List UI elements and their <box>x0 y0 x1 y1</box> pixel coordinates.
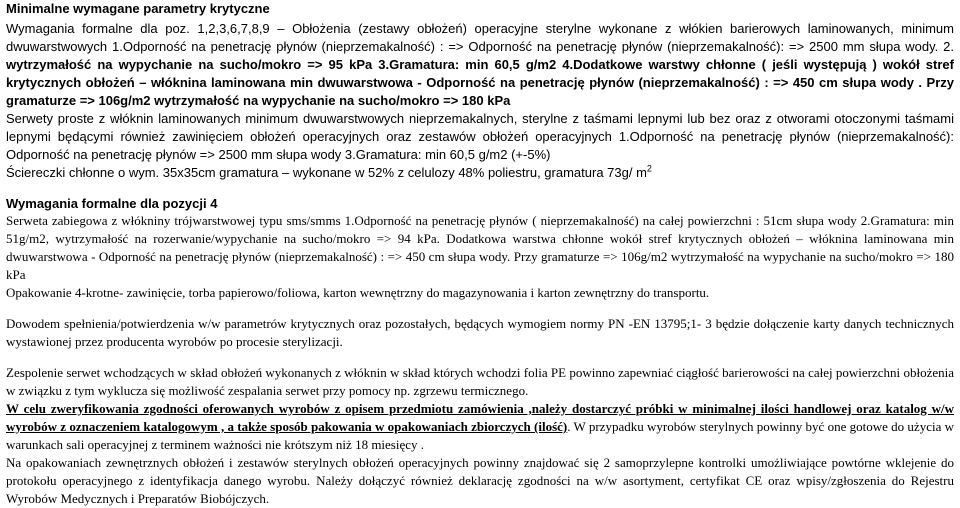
requirements-paragraph-2: Serwety proste z włóknin laminowanych minimum dwuwarstwowych nieprzemakalnych, sterylne z taśmami lepnymi lub bez oraz z otworami otoczonymi taśmami lepnymi będącymi również zawinięciem obłożeń operacyjnych oraz zestawów obłożeń operacyjnych 1.Odporność na penetrację płynów (nieprzemakalność): Odporność na penetrację płynów => 2500 mm słupa wody 3.Gramatura: min 60,5 g/m2 (+-5%) <box>6 111 954 162</box>
requirements-continuation: wytrzymałość na wypychanie na sucho/mokro => 95 kPa 3.Gramatura: min 60,5 g/m2 4.Dodatkowe warstwy chłonne ( jeśli występują ) wokół stref krytycznych obłożeń – włóknina laminowana min dwuwarstwowa - Odporność na penetrację płynów (nieprzemakalność) : => 450 cm słupa wody . Przy gramaturze => 106g/m2 wytrzymałość na wypychanie na sucho/mokro => 180 kPa <box>6 57 954 108</box>
section-positions-1-9 <box>6 20 954 182</box>
wipes-text: Ściereczki chłonne o wym. 35x35cm gramatura – wykonane w 52% z celulozy 48% poliestru, gramatura 73g/ m <box>6 165 647 180</box>
samples-paragraph <box>6 400 954 454</box>
position-4-paragraph-2: Opakowanie 4-krotne- zawinięcie, torba papierowo/foliowa, karton wewnętrzny do magazynowania i karton zewnętrzny do transportu. <box>6 285 710 300</box>
section-closing <box>6 364 954 508</box>
section-heading: Wymagania formalne dla pozycji 4 <box>6 196 218 211</box>
bonding-paragraph: Zespolenie serwet wchodzących w skład obłożeń wykonanych z włóknin w skład których wchodzi folia PE powinno zapewniać ciągłość barierowości na całej powierzchni obłożenia w związku z tym wyklucza się możliwość zespalania serwet przy pomocy np. zgrzewu termicznego. <box>6 365 954 398</box>
wipes-superscript: 2 <box>646 163 652 174</box>
labels-paragraph: Na opakowaniach zewnętrznych obłożeń i zestawów sterylnych obłożeń operacyjnych powinny znajdować się 2 samoprzylepne kontrolki umożliwiające powtórne wklejenie do protokołu operacyjnego z identyfikacja danego wyrobu. Należy dołączyć również deklarację zgodności na w/w asortyment, certyfikat CE oraz wpisy/zgłoszenia do Rejestru Wyrobów Medycznych i Preparatów Biobójczych. <box>6 455 954 506</box>
requirements-paragraph-1 <box>6 20 954 110</box>
requirements-intro: Wymagania formalne dla poz. 1,2,3,6,7,8,9 – Obłożenia (zestawy obłożeń) operacyjne sterylne wykonane z włókien barierowych laminowanych, minimum dwuwarstwowych 1.Odporność na penetrację płynów (nieprzemakalność) : => Odporność na penetrację płynów (nieprzemakalność): => 2500 mm słupa wody. 2. <box>6 21 954 54</box>
section-proof <box>6 315 954 351</box>
samples-requirement: W celu zweryfikowania zgodności oferowanych wyrobów z opisem przedmiotu zamówienia ,należy dostarczyć próbki w minimalnej ilości handlowej oraz katalog w/w wyrobów z oznaczeniem katalogowym , a także sposób pakowania w opakowaniach zbiorczych (ilość) <box>6 401 954 434</box>
section-position-4 <box>6 195 954 302</box>
sterility-note: . W przypadku wyrobów sterylnych powinny być one gotowe do użycia w warunkach sali operacyjnej z terminem ważności nie krótszym niż 18 miesięcy . <box>6 419 955 452</box>
page-title: Minimalne wymagane parametry krytyczne <box>6 1 270 16</box>
proof-paragraph: Dowodem spełnienia/potwierdzenia w/w parametrów krytycznych oraz pozostałych, będących wymogiem normy PN -EN 13795;1- 3 będzie dołączenie karty danych technicznych wystawionej przez producenta wyrobów po procesie sterylizacji. <box>6 316 954 349</box>
requirements-paragraph-3 <box>6 164 954 182</box>
position-4-paragraph-1: Serweta zabiegowa z włókniny trójwarstwowej typu sms/smms 1.Odporność na penetrację płynów ( nieprzemakalność) na całej powierzchni : 51cm słupa wody 2.Gramatura: min 51g/m2, wytrzymałość na rozerwanie/wypychanie na sucho/mokro => 94 kPa. Dodatkowa warstwa chłonne wokół stref krytycznych obłożeń – włóknina laminowana min dwuwarstwowa - Odporność na penetrację płynów (nieprzemakalność) : => 450 cm słupa wody. Przy gramaturze => 106g/m2 wytrzymałość na wypychanie na sucho/mokro => 180 kPa <box>6 213 954 282</box>
